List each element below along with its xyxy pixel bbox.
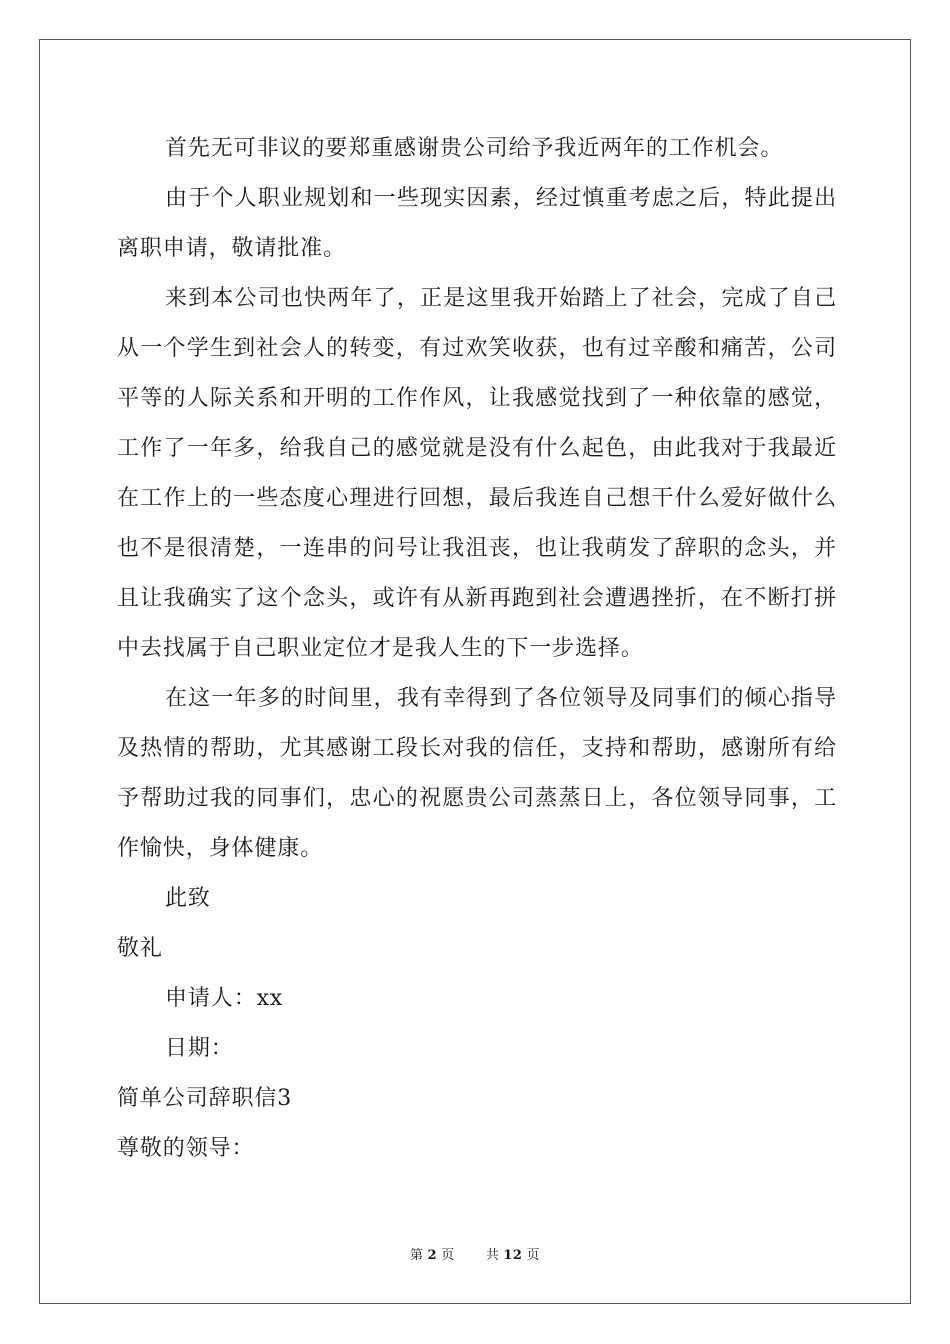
page-indicator (408, 1248, 457, 1263)
closing-text: 此致 (165, 886, 211, 911)
next-letter-greeting: 尊敬的领导： (117, 1136, 255, 1161)
total-indicator (484, 1248, 542, 1263)
applicant-line: 申请人：xx (165, 986, 284, 1011)
total-suffix: 页 (526, 1248, 540, 1263)
page-prefix: 第 (410, 1248, 424, 1263)
paragraph-gratitude: 在这一年多的时间里，我有幸得到了各位领导及同事们的倾心指导及热情的帮助，尤其感谢工段长对我的信任，支持和帮助，感谢所有给予帮助过我的同事们，忠心的祝愿贵公司蒸蒸日上，各位领导同事，工作愉快，身体健康。 (117, 686, 837, 861)
date-line: 日期： (165, 1036, 234, 1061)
salute-text: 敬礼 (117, 936, 163, 961)
total-pages: 12 (503, 1248, 523, 1263)
page-number: 2 (427, 1248, 438, 1263)
page-footer (0, 1246, 950, 1266)
letter-body (117, 124, 837, 1174)
total-prefix: 共 (485, 1248, 500, 1263)
paragraph-reason: 由于个人职业规划和一些现实因素，经过慎重考虑之后，特此提出离职申请，敬请批准。 (117, 186, 837, 261)
paragraph-experience: 来到本公司也快两年了，正是这里我开始踏上了社会，完成了自己从一个学生到社会人的转变，有过欢笑收获，也有过辛酸和痛苦，公司平等的人际关系和开明的工作作风，让我感觉找到了一种依靠的感觉，工作了一年多，给我自己的感觉就是没有什么起色，由此我对于我最近在工作上的一些态度心理进行回想，最后我连自己想干什么爱好做什么也不是很清楚，一连串的问号让我沮丧，也让我萌发了辞职的念头，并且让我确实了这个念头，或许有从新再跑到社会遭遇挫折，在不断打拼中去找属于自己职业定位才是我人生的下一步选择。 (117, 286, 837, 661)
paragraph-thanks: 首先无可非议的要郑重感谢贵公司给予我近两年的工作机会。 (165, 136, 784, 161)
next-letter-title: 简单公司辞职信3 (117, 1086, 293, 1111)
page-suffix: 页 (441, 1248, 455, 1263)
